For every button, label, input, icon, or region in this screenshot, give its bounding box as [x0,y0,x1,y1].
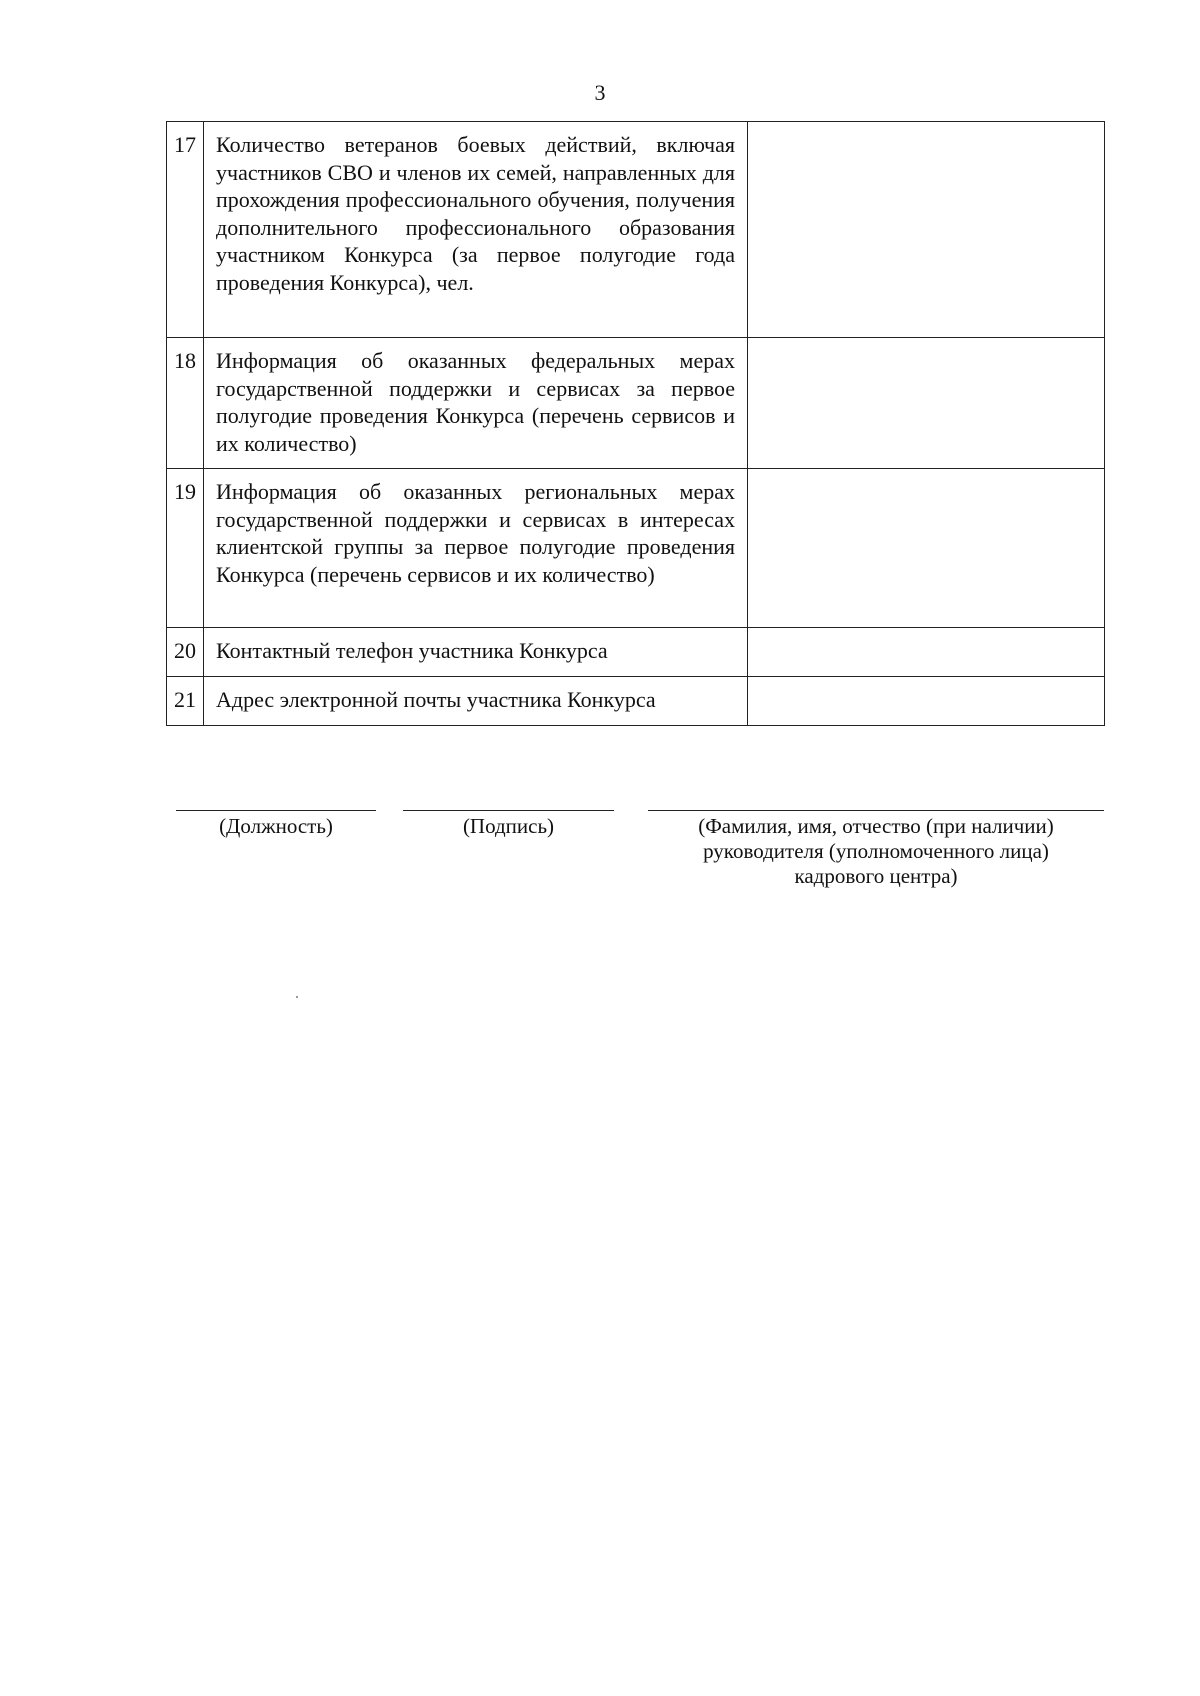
name-caption-line-3: кадрового центра) [794,864,958,888]
row-description: Адрес электронной почты участника Конкурса [204,677,748,726]
row-value[interactable] [748,469,1105,628]
table-row [167,628,1105,677]
row-number: 21 [167,677,204,726]
name-caption-line-2: руководителя (уполномоченного лица) [703,839,1049,863]
row-description: Информация об оказанных федеральных мерах государственной поддержки и сервисах за первое полугодие проведения Конкурса (перечень сервисов и их количество) [204,338,748,469]
row-value[interactable] [748,338,1105,469]
row-value[interactable] [748,628,1105,677]
row-number: 17 [167,122,204,338]
signature-line [403,810,614,811]
row-number: 18 [167,338,204,469]
name-line [648,810,1104,811]
signature-caption: (Подпись) [462,814,555,838]
page-number: 3 [594,80,606,105]
table-row [167,677,1105,726]
row-number: 19 [167,469,204,628]
table-row [167,469,1105,628]
name-caption-line-1: (Фамилия, имя, отчество (при наличии) [698,814,1054,838]
position-caption: (Должность) [219,814,333,838]
name-caption [648,814,1104,889]
row-value[interactable] [748,122,1105,338]
row-description: Информация об оказанных региональных мерах государственной поддержки и сервисах в интересах клиентской группы за первое полугодие проведения Конкурса (перечень сервисов и их количество) [204,469,748,628]
position-line [176,810,376,811]
row-number: 20 [167,628,204,677]
table-row [167,338,1105,469]
scan-speck [296,996,298,998]
form-table [166,121,1105,726]
table-row [167,122,1105,338]
row-description: Контактный телефон участника Конкурса [204,628,748,677]
row-value[interactable] [748,677,1105,726]
row-description: Количество ветеранов боевых действий, включая участников СВО и членов их семей, направленных для прохождения профессионального обучения, получения дополнительного профессионального образования участником Конкурса (за первое полугодие года проведения Конкурса), чел. [204,122,748,338]
